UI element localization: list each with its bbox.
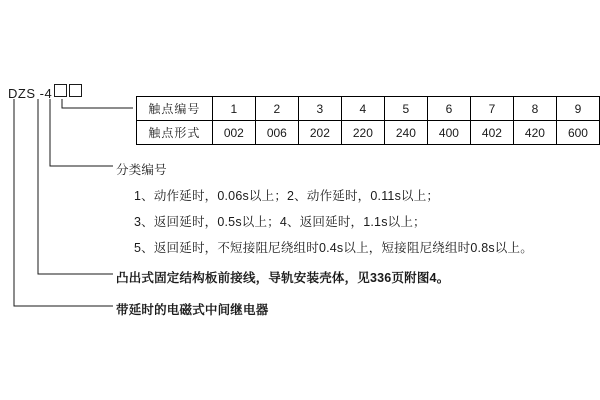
note-delay-line-3: 5、返回延时，不短接阻尼绕组时0.4s以上，短接阻尼绕组时0.8s以上。 bbox=[134, 241, 533, 255]
cell-number-9: 9 bbox=[556, 97, 599, 121]
cell-number-2: 2 bbox=[255, 97, 298, 121]
cell-form-2: 006 bbox=[255, 121, 298, 145]
row-header-form: 触点形式 bbox=[137, 121, 213, 145]
cell-form-9: 600 bbox=[556, 121, 599, 145]
cell-form-7: 402 bbox=[470, 121, 513, 145]
contact-table-wrap bbox=[136, 96, 600, 145]
model-code-prefix: DZS -4 bbox=[8, 86, 53, 101]
model-code-box-1 bbox=[54, 84, 67, 97]
note-delay-line-2: 3、返回延时，0.5s以上；4、返回延时，1.1s以上； bbox=[134, 215, 426, 229]
model-code-box-2 bbox=[69, 84, 82, 97]
cell-form-4: 220 bbox=[341, 121, 384, 145]
cell-form-8: 420 bbox=[513, 121, 556, 145]
model-code bbox=[8, 84, 82, 101]
table-row bbox=[137, 121, 600, 145]
cell-number-6: 6 bbox=[427, 97, 470, 121]
cell-number-8: 8 bbox=[513, 97, 556, 121]
cell-number-3: 3 bbox=[298, 97, 341, 121]
cell-number-5: 5 bbox=[384, 97, 427, 121]
cell-form-5: 240 bbox=[384, 121, 427, 145]
cell-form-1: 002 bbox=[212, 121, 255, 145]
cell-form-6: 400 bbox=[427, 121, 470, 145]
note-structure: 凸出式固定结构板前接线，导轨安装壳体，见336页附图4。 bbox=[116, 271, 450, 285]
cell-form-3: 202 bbox=[298, 121, 341, 145]
note-delay-line-1: 1、动作延时，0.06s以上；2、动作延时，0.11s以上； bbox=[134, 189, 440, 203]
cell-number-4: 4 bbox=[341, 97, 384, 121]
cell-number-1: 1 bbox=[212, 97, 255, 121]
contact-table bbox=[136, 96, 600, 145]
row-header-number: 触点编号 bbox=[137, 97, 213, 121]
table-row bbox=[137, 97, 600, 121]
note-device-type: 带延时的电磁式中间继电器 bbox=[116, 303, 269, 317]
cell-number-7: 7 bbox=[470, 97, 513, 121]
note-category: 分类编号 bbox=[116, 163, 167, 177]
